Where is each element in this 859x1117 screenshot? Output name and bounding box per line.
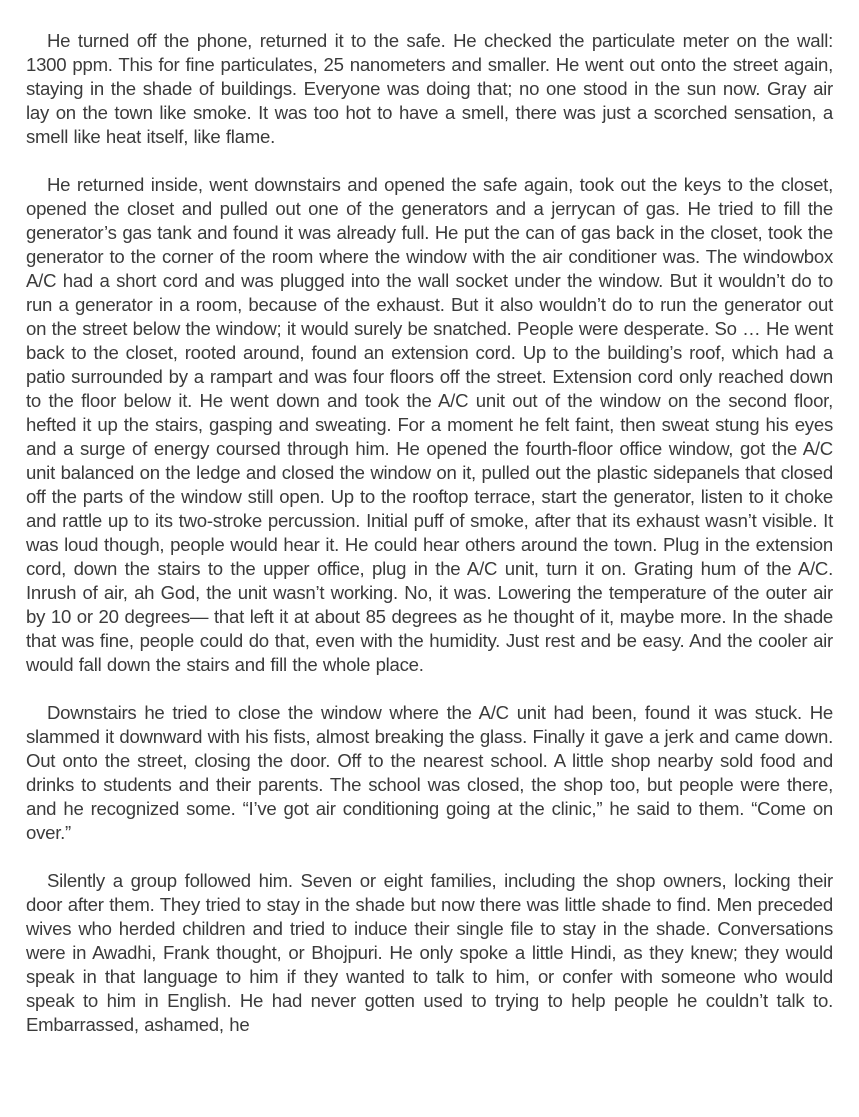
paragraph: Silently a group followed him. Seven or eight families, including the shop owners, locking their door after them. They tried to stay in the shade but now there was little shade to find. Men preceded wives who herded children and tried to induce their single file to stay in the shade. Conversations were in Awadhi, Frank thought, or Bhojpuri. He only spoke a little Hindi, as they knew; they would speak in that language to him if they wanted to talk to him, or confer with someone who would speak to him in English. He had never gotten used to trying to help people he couldn’t talk to. Embarrassed, ashamed, he [26,870,833,1035]
paragraph: He turned off the phone, returned it to the safe. He checked the particulate meter on the wall: 1300 ppm. This for fine particulates, 25 nanometers and smaller. He went out onto the street again, staying in the shade of buildings. Everyone was doing that; no one stood in the sun now. Gray air lay on the town like smoke. It was too hot to have a smell, there was just a scorched sensation, a smell like heat itself, like flame. [26,30,833,147]
paragraph: Downstairs he tried to close the window where the A/C unit had been, found it was stuck. He slammed it downward with his fists, almost breaking the glass. Finally it gave a jerk and came down. Out onto the street, closing the door. Off to the nearest school. A little shop nearby sold food and drinks to students and their parents. The school was closed, the shop too, but people were there, and he recognized some. “I’ve got air conditioning going at the clinic,” he said to them. “Come on over.” [26,702,833,843]
paragraph: He returned inside, went downstairs and opened the safe again, took out the keys to the closet, opened the closet and pulled out one of the generators and a jerrycan of gas. He tried to fill the generator’s gas tank and found it was already full. He put the can of gas back in the closet, took the generator to the corner of the room where the window with the air conditioner was. The windowbox A/C had a short cord and was plugged into the wall socket under the window. But it wouldn’t do to run a generator in a room, because of the exhaust. But it also wouldn’t do to run the generator out on the street below the window; it would surely be snatched. People were desperate. So … He went back to the closet, rooted around, found an extension cord. Up to the building’s roof, which had a patio surrounded by a rampart and was four floors off the street. Extension cord only reached down to the floor below it. He went down and took the A/C unit out of the window on the second floor, hefted it up the stairs, gasping and sweating. For a moment he felt faint, then sweat stung his eyes and a surge of energy coursed through him. He opened the fourth-floor office window, got the A/C unit balanced on the ledge and closed the window on it, pulled out the plastic sidepanels that closed off the parts of the window still open. Up to the rooftop terrace, start the generator, listen to it choke and rattle up to its two-stroke percussion. Initial puff of smoke, after that its exhaust wasn’t visible. It was loud though, people would hear it. He could hear others around the town. Plug in the extension cord, down the stairs to the upper office, plug in the A/C unit, turn it on. Grating hum of the A/C. Inrush of air, ah God, the unit wasn’t working. No, it was. Lowering the temperature of the outer air by 10 or 20 degrees— that left it at about 85 degrees as he thought of it, maybe more. In the shade that was fine, people could do that, even with the humidity. Just rest and be easy. And the cooler air would fall down the stairs and fill the whole place. [26,174,833,675]
